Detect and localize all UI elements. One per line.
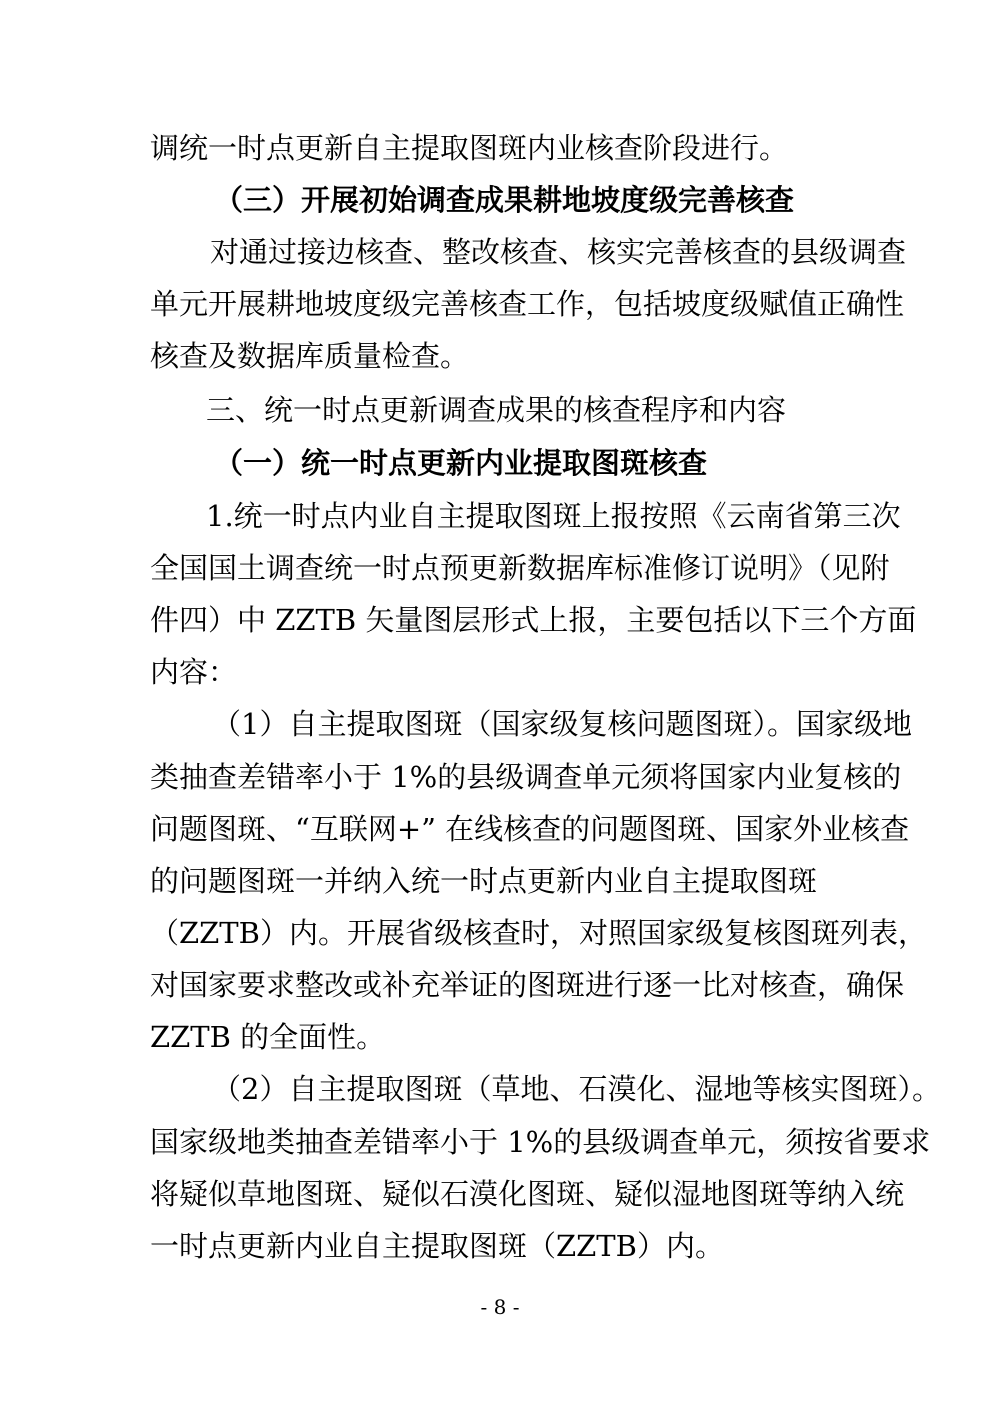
paragraph-line: 将疑似草地图斑、疑似石漠化图斑、疑似湿地图斑等纳入统 bbox=[150, 1177, 905, 1211]
paragraph-line: 问题图斑、“互联网+” 在线核查的问题图斑、国家外业核查 bbox=[150, 812, 910, 846]
paragraph-line: 全国国土调查统一时点预更新数据库标准修订说明》（见附 bbox=[150, 551, 890, 585]
paragraph-line: 调统一时点更新自主提取图斑内业核查阶段进行。 bbox=[150, 131, 789, 165]
paragraph-line: 一时点更新内业自主提取图斑（ZZTB）内。 bbox=[150, 1229, 724, 1263]
paragraph-line: 单元开展耕地坡度级完善核查工作，包括坡度级赋值正确性 bbox=[150, 287, 905, 321]
section-heading-1: （一）统一时点更新内业提取图斑核查 bbox=[214, 446, 708, 480]
paragraph-line: 的问题图斑一并纳入统一时点更新内业自主提取图斑 bbox=[150, 864, 818, 898]
paragraph-line: ZZTB 的全面性。 bbox=[150, 1020, 386, 1054]
paragraph-line: 对国家要求整改或补充举证的图斑进行逐一比对核查，确保 bbox=[150, 968, 905, 1002]
paragraph-line: 内容： bbox=[150, 655, 238, 689]
page-number: - 8 - bbox=[480, 1295, 520, 1319]
section-heading-3: （三）开展初始调查成果耕地坡度级完善核查 bbox=[214, 183, 795, 217]
chapter-heading: 三、统一时点更新调查成果的核查程序和内容 bbox=[206, 393, 787, 427]
paragraph-line: 对通过接边核查、整改核查、核实完善核查的县级调查 bbox=[210, 235, 907, 269]
paragraph-line: 国家级地类抽查差错率小于 1%的县级调查单元，须按省要求 bbox=[150, 1125, 931, 1159]
paragraph-line: 类抽查差错率小于 1%的县级调查单元须将国家内业复核的 bbox=[150, 760, 902, 794]
paragraph-line: 件四）中 ZZTB 矢量图层形式上报，主要包括以下三个方面 bbox=[150, 603, 917, 637]
paragraph-line: 1.统一时点内业自主提取图斑上报按照《云南省第三次 bbox=[206, 499, 901, 533]
paragraph-line: 核查及数据库质量检查。 bbox=[150, 339, 470, 373]
paragraph-line: （ZZTB）内。开展省级核查时，对照国家级复核图斑列表， bbox=[150, 916, 927, 950]
paragraph-line: （1）自主提取图斑（国家级复核问题图斑）。国家级地 bbox=[212, 707, 912, 741]
paragraph-line: （2）自主提取图斑（草地、石漠化、湿地等核实图斑）。 bbox=[212, 1072, 941, 1106]
